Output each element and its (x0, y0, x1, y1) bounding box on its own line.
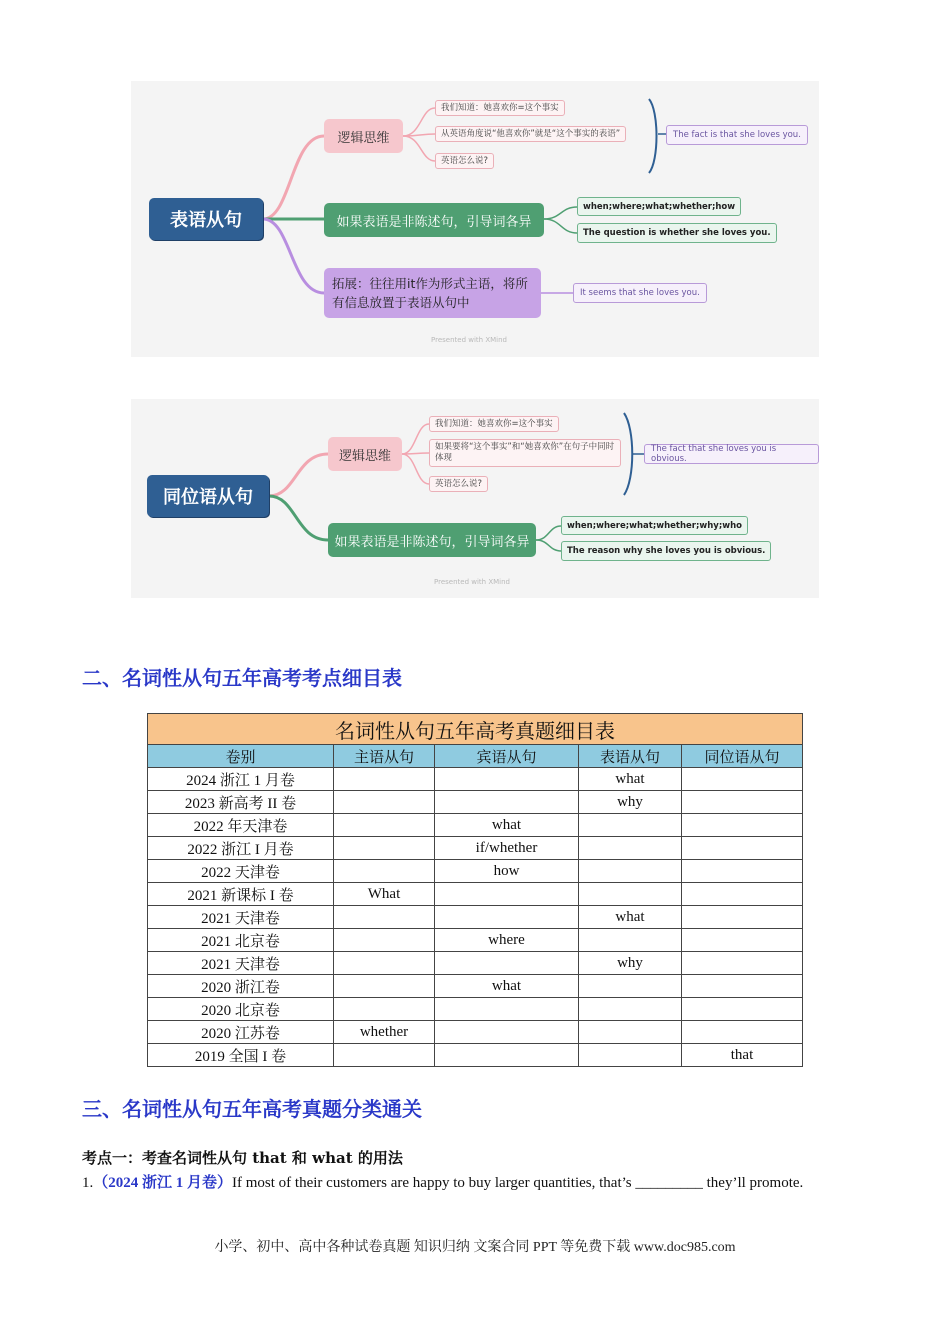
table-cell (334, 952, 435, 975)
table-row (148, 1021, 803, 1044)
table-cell: 2020 江苏卷 (148, 1021, 334, 1044)
branch-nonstatement: 如果表语是非陈述句，引导词各异 (328, 523, 536, 557)
table-cell: 2022 浙江 I 月卷 (148, 837, 334, 860)
logic-leaf-2: 从英语角度说“他喜欢你”就是“这个事实的表语” (435, 126, 626, 142)
table-cell (682, 1021, 803, 1044)
header-cell: 宾语从句 (435, 745, 579, 768)
table-cell (682, 906, 803, 929)
nonstatement-leaf-1: when;where;what;whether;why;who (561, 516, 748, 535)
table-cell (579, 1021, 682, 1044)
table-cell: why (579, 952, 682, 975)
table-cell: why (579, 791, 682, 814)
table-cell (579, 883, 682, 906)
table-cell (579, 929, 682, 952)
table-cell (435, 998, 579, 1021)
table-cell (579, 975, 682, 998)
table-cell (334, 791, 435, 814)
table-cell (682, 791, 803, 814)
table-cell: what (435, 814, 579, 837)
table-cell (435, 906, 579, 929)
table-cell (579, 1044, 682, 1067)
point-title: 考点一：考查名词性从句 that 和 what 的用法 (82, 1149, 403, 1167)
xmind-watermark: Presented with XMind (431, 336, 507, 344)
table-cell (682, 929, 803, 952)
table-cell (334, 975, 435, 998)
question-text: If most of their customers are happy to buy larger quantities, that’s _________ they’ll promote. (232, 1175, 804, 1191)
table-cell (682, 998, 803, 1021)
table-cell (435, 791, 579, 814)
table-cell: if/whether (435, 837, 579, 860)
table-cell: what (579, 906, 682, 929)
table-cell (579, 837, 682, 860)
table-cell: 2019 全国 I 卷 (148, 1044, 334, 1067)
branch-extend: 拓展：往往用it作为形式主语，将所有信息放置于表语从句中 (324, 268, 541, 318)
table-cell (334, 768, 435, 791)
table-cell (579, 860, 682, 883)
table-cell: 2022 天津卷 (148, 860, 334, 883)
table-cell: that (682, 1044, 803, 1067)
header-cell: 同位语从句 (682, 745, 803, 768)
xmind-watermark: Presented with XMind (434, 578, 510, 586)
table-cell: 2021 北京卷 (148, 929, 334, 952)
page-footer: 小学、初中、高中各种试卷真题 知识归纳 文案合同 PPT 等免费下载 www.doc985.com (214, 1240, 736, 1255)
table-cell: whether (334, 1021, 435, 1044)
table-cell: 2022 年天津卷 (148, 814, 334, 837)
table-cell (435, 1044, 579, 1067)
table-row (148, 975, 803, 998)
table-cell: how (435, 860, 579, 883)
section2-heading: 二、名词性从句五年高考考点细目表 (82, 666, 402, 690)
logic-leaf-1: 我们知道：她喜欢你=这个事实 (435, 100, 565, 116)
table-cell: where (435, 929, 579, 952)
table-header-row (148, 745, 803, 768)
mindmap-appositive-clause (131, 399, 819, 598)
question-source: （2024 浙江 1 月卷） (93, 1175, 233, 1191)
table-cell (682, 837, 803, 860)
root-node: 同位语从句 (147, 475, 269, 517)
table-row (148, 1044, 803, 1067)
table-cell: 2020 浙江卷 (148, 975, 334, 998)
nonstatement-leaf-1: when;where;what;whether;how (577, 197, 741, 216)
nonstatement-leaf-2: The reason why she loves you is obvious. (561, 541, 771, 561)
table-cell: 2020 北京卷 (148, 998, 334, 1021)
question-number: 1. (82, 1175, 94, 1191)
table-row (148, 814, 803, 837)
table-row (148, 952, 803, 975)
table-row (148, 837, 803, 860)
logic-leaf-3: 英语怎么说? (435, 153, 494, 169)
table-cell (334, 929, 435, 952)
mindmap-predicative-clause (131, 81, 819, 357)
table-cell (435, 883, 579, 906)
question-1 (82, 1172, 827, 1194)
table-cell (334, 837, 435, 860)
table-cell (435, 768, 579, 791)
nonstatement-leaf-2: The question is whether she loves you. (577, 223, 777, 243)
table-cell (334, 860, 435, 883)
table-cell (682, 860, 803, 883)
root-node: 表语从句 (149, 198, 263, 240)
table-cell (334, 906, 435, 929)
table-cell: 2021 新课标 I 卷 (148, 883, 334, 906)
table-cell (682, 952, 803, 975)
branch-nonstatement: 如果表语是非陈述句，引导词各异 (324, 203, 544, 237)
table-row (148, 791, 803, 814)
table-row (148, 998, 803, 1021)
table-cell (682, 814, 803, 837)
logic-result: The fact that she loves you is obvious. (644, 444, 819, 464)
section3-heading: 三、名词性从句五年高考真题分类通关 (82, 1097, 422, 1121)
table-cell (435, 952, 579, 975)
table-cell: 2021 天津卷 (148, 952, 334, 975)
table-cell (579, 998, 682, 1021)
table-cell: 2024 浙江 1 月卷 (148, 768, 334, 791)
table-row (148, 860, 803, 883)
table-cell: what (579, 768, 682, 791)
extend-leaf: It seems that she loves you. (573, 283, 707, 303)
header-cell: 主语从句 (334, 745, 435, 768)
exam-table (147, 713, 803, 1067)
table-row (148, 768, 803, 791)
table-row (148, 883, 803, 906)
table-cell (682, 768, 803, 791)
table-cell (682, 975, 803, 998)
table-row (148, 929, 803, 952)
table-cell (334, 1044, 435, 1067)
header-cell: 卷别 (148, 745, 334, 768)
table-body (148, 768, 803, 1067)
table-cell: 2023 新高考 II 卷 (148, 791, 334, 814)
table-cell: What (334, 883, 435, 906)
logic-result: The fact is that she loves you. (666, 125, 808, 145)
branch-logic: 逻辑思维 (328, 437, 402, 471)
table-cell: what (435, 975, 579, 998)
table-title: 名词性从句五年高考真题细目表 (148, 714, 803, 745)
table-row (148, 906, 803, 929)
branch-logic: 逻辑思维 (324, 119, 403, 153)
table-cell: 2021 天津卷 (148, 906, 334, 929)
logic-leaf-1: 我们知道：她喜欢你=这个事实 (429, 416, 559, 432)
table-cell (682, 883, 803, 906)
header-cell: 表语从句 (579, 745, 682, 768)
table-cell (334, 814, 435, 837)
table-cell (435, 1021, 579, 1044)
logic-leaf-3: 英语怎么说? (429, 476, 488, 492)
table-cell (579, 814, 682, 837)
logic-leaf-2: 如果要将“这个事实”和“她喜欢你”在句子中同时体现 (429, 439, 621, 467)
table-cell (334, 998, 435, 1021)
